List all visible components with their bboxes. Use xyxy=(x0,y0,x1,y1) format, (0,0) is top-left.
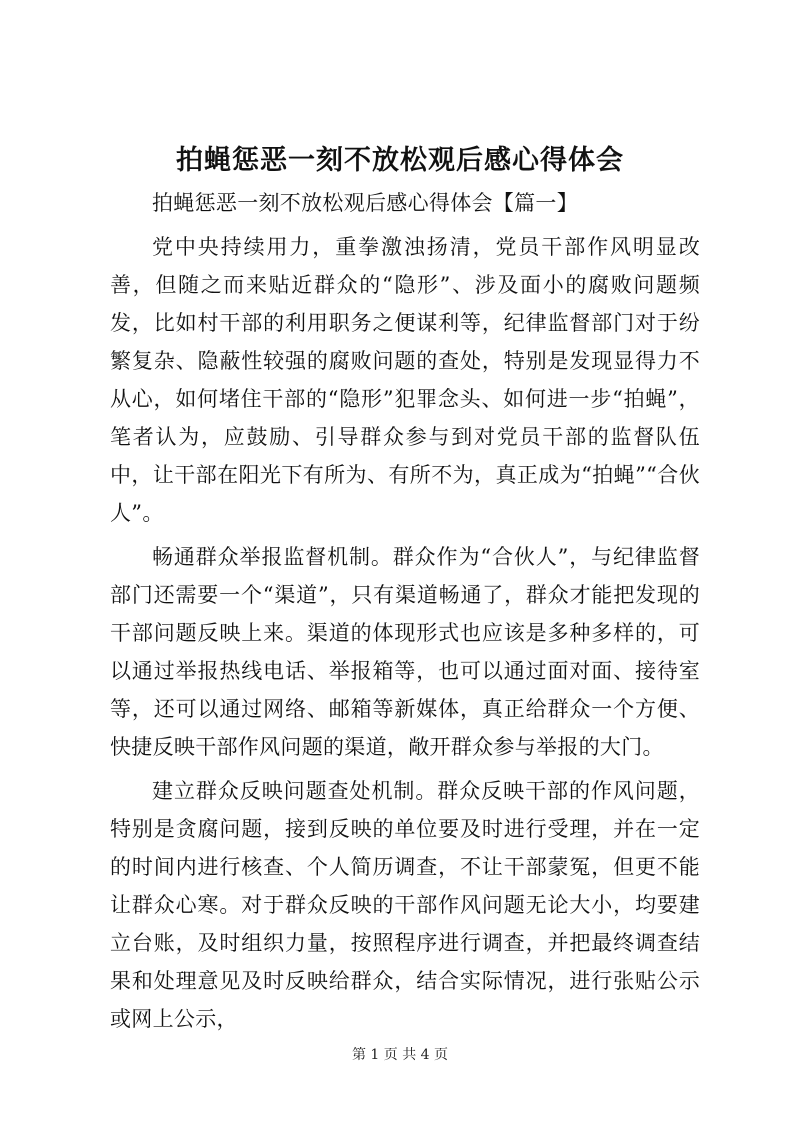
paragraph-1: 党中央持续用力，重拳激浊扬清，党员干部作风明显改善，但随之而来贴近群众的“隐形”、涉及面小的腐败问题频发，比如村干部的利用职务之便谋利等，纪律监督部门对于纷繁复杂、隐蔽性较强的腐败问题的查处，特别是发现显得力不从心，如何堵住干部的“隐形”犯罪念头、如何进一步“拍蝇”，笔者认为，应鼓励、引导群众参与到对党员干部的监督队伍中，让干部在阳光下有所为、有所不为，真正成为“拍蝇”“合伙人”。 xyxy=(110,235,700,525)
paragraph-3: 建立群众反映问题查处机制。群众反映干部的作风问题，特别是贪腐问题，接到反映的单位要及时进行受理，并在一定的时间内进行核查、个人简历调查，不让干部蒙冤，但更不能让群众心寒。对于群众反映的干部作风问题无论大小，均要建立台账，及时组织力量，按照程序进行调查，并把最终调查结果和处理意见及时反映给群众，结合实际情况，进行张贴公示或网上公示， xyxy=(110,779,700,1031)
paragraph-2: 畅通群众举报监督机制。群众作为“合伙人”，与纪律监督部门还需要一个“渠道”，只有渠道畅通了，群众才能把发现的干部问题反映上来。渠道的体现形式也应该是多种多样的，可以通过举报热线电话、举报箱等，也可以通过面对面、接待室等，还可以通过网络、邮箱等新媒体，真正给群众一个方便、快捷反映干部作风问题的渠道，敞开群众参与举报的大门。 xyxy=(110,545,700,759)
document-title: 拍蝇惩恶一刻不放松观后感心得体会 xyxy=(176,145,624,176)
page-footer: 第 1 页 共 4 页 xyxy=(351,1047,449,1063)
document-body xyxy=(110,184,700,1038)
section-heading: 拍蝇惩恶一刻不放松观后感心得体会【篇一】 xyxy=(152,191,578,215)
